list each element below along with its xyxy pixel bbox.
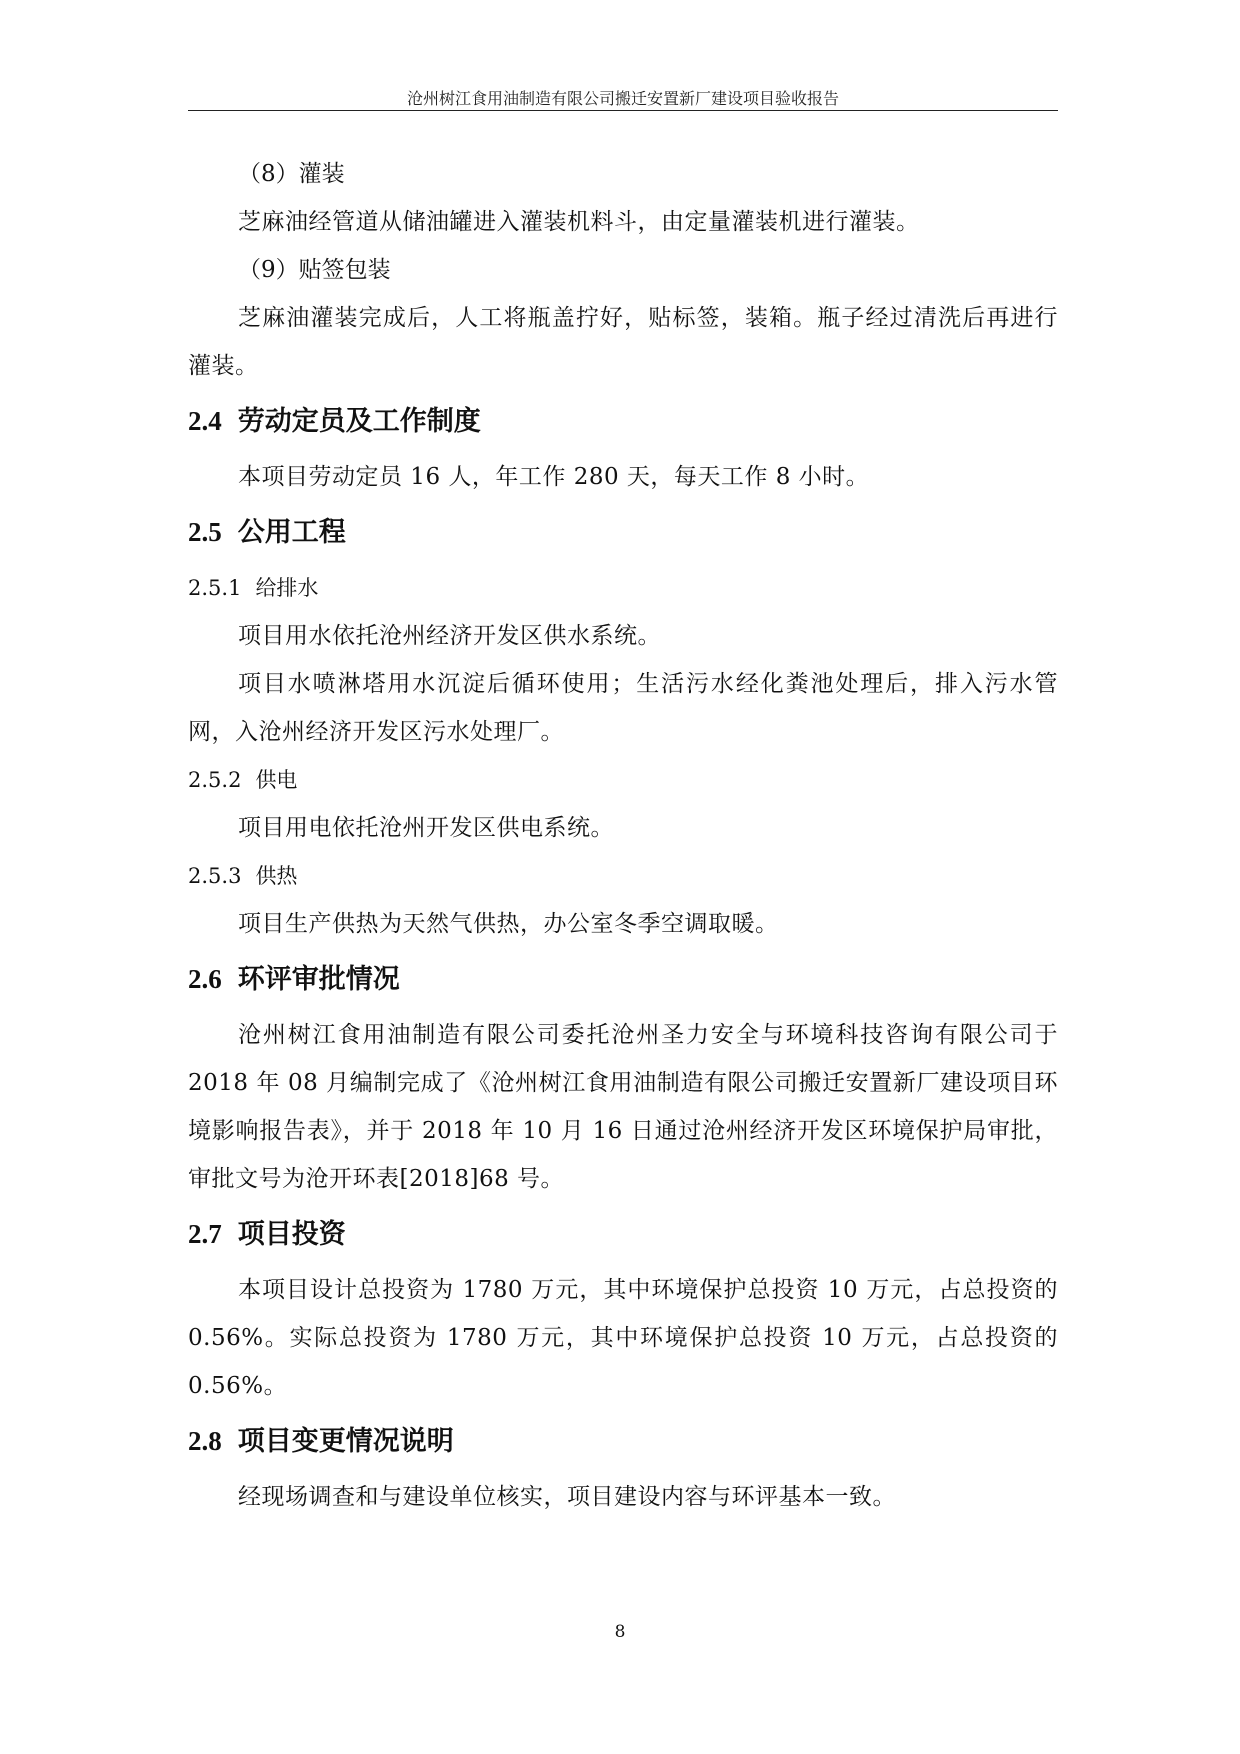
section-number: 2.7 [188, 1219, 222, 1249]
section-number: 2.8 [188, 1426, 222, 1456]
paragraph: 经现场调查和与建设单位核实，项目建设内容与环评基本一致。 [238, 1484, 896, 1510]
paragraph: 项目用电依托沧州开发区供电系统。 [238, 815, 614, 841]
subsection-number: 2.5.3 [188, 864, 242, 888]
section-heading-2-6 [188, 948, 1058, 1011]
section-number: 2.5 [188, 517, 222, 547]
subsection-title: 供热 [255, 864, 298, 888]
paragraph: 芝麻油灌装完成后，人工将瓶盖拧好，贴标签，装箱。瓶子经过清洗后再进行灌装。 [188, 305, 1058, 379]
subsection-heading-2-5-1 [188, 564, 1058, 612]
list-item-labeling-packaging: （9）贴签包装 [238, 257, 391, 283]
section-title: 项目投资 [237, 1219, 346, 1250]
section-title: 项目变更情况说明 [237, 1426, 454, 1457]
paragraph: 项目生产供热为天然气供热，办公室冬季空调取暖。 [238, 911, 779, 937]
list-item-filling: （8）灌装 [238, 161, 345, 187]
document-body [188, 150, 1058, 1521]
subsection-title: 供电 [255, 768, 298, 792]
section-title: 劳动定员及工作制度 [237, 406, 481, 437]
subsection-heading-2-5-3 [188, 852, 1058, 900]
section-heading-2-8 [188, 1410, 1058, 1473]
paragraph: 本项目设计总投资为 1780 万元，其中环境保护总投资 10 万元，占总投资的 0.56%。实际总投资为 1780 万元，其中环境保护总投资 10 万元，占总投资的 0.56%。 [188, 1277, 1058, 1399]
section-heading-2-7 [188, 1203, 1058, 1266]
page-number: 8 [614, 1622, 626, 1642]
subsection-heading-2-5-2 [188, 756, 1058, 804]
section-title: 环评审批情况 [237, 964, 400, 995]
paragraph: 沧州树江食用油制造有限公司委托沧州圣力安全与环境科技咨询有限公司于 2018 年 08 月编制完成了《沧州树江食用油制造有限公司搬迁安置新厂建设项目环境影响报告表》，并于 2018 年 10 月 16 日通过沧州经济开发区环境保护局审批，审批文号为沧开环表[2018]68 号。 [188, 1022, 1058, 1192]
paragraph: 本项目劳动定员 16 人，年工作 280 天，每天工作 8 小时。 [238, 464, 870, 490]
subsection-number: 2.5.1 [188, 576, 242, 600]
section-number: 2.4 [188, 406, 222, 436]
section-heading-2-5 [188, 501, 1058, 564]
subsection-number: 2.5.2 [188, 768, 242, 792]
section-title: 公用工程 [237, 517, 346, 548]
paragraph: 芝麻油经管道从储油罐进入灌装机料斗，由定量灌装机进行灌装。 [238, 209, 920, 235]
section-heading-2-4 [188, 390, 1058, 453]
subsection-title: 给排水 [255, 576, 319, 600]
section-number: 2.6 [188, 964, 222, 994]
header-divider [188, 110, 1058, 111]
running-header: 沧州树江食用油制造有限公司搬迁安置新厂建设项目验收报告 [406, 89, 839, 108]
paragraph: 项目水喷淋塔用水沉淀后循环使用；生活污水经化粪池处理后，排入污水管网，入沧州经济开发区污水处理厂。 [188, 671, 1058, 745]
paragraph: 项目用水依托沧州经济开发区供水系统。 [238, 623, 661, 649]
